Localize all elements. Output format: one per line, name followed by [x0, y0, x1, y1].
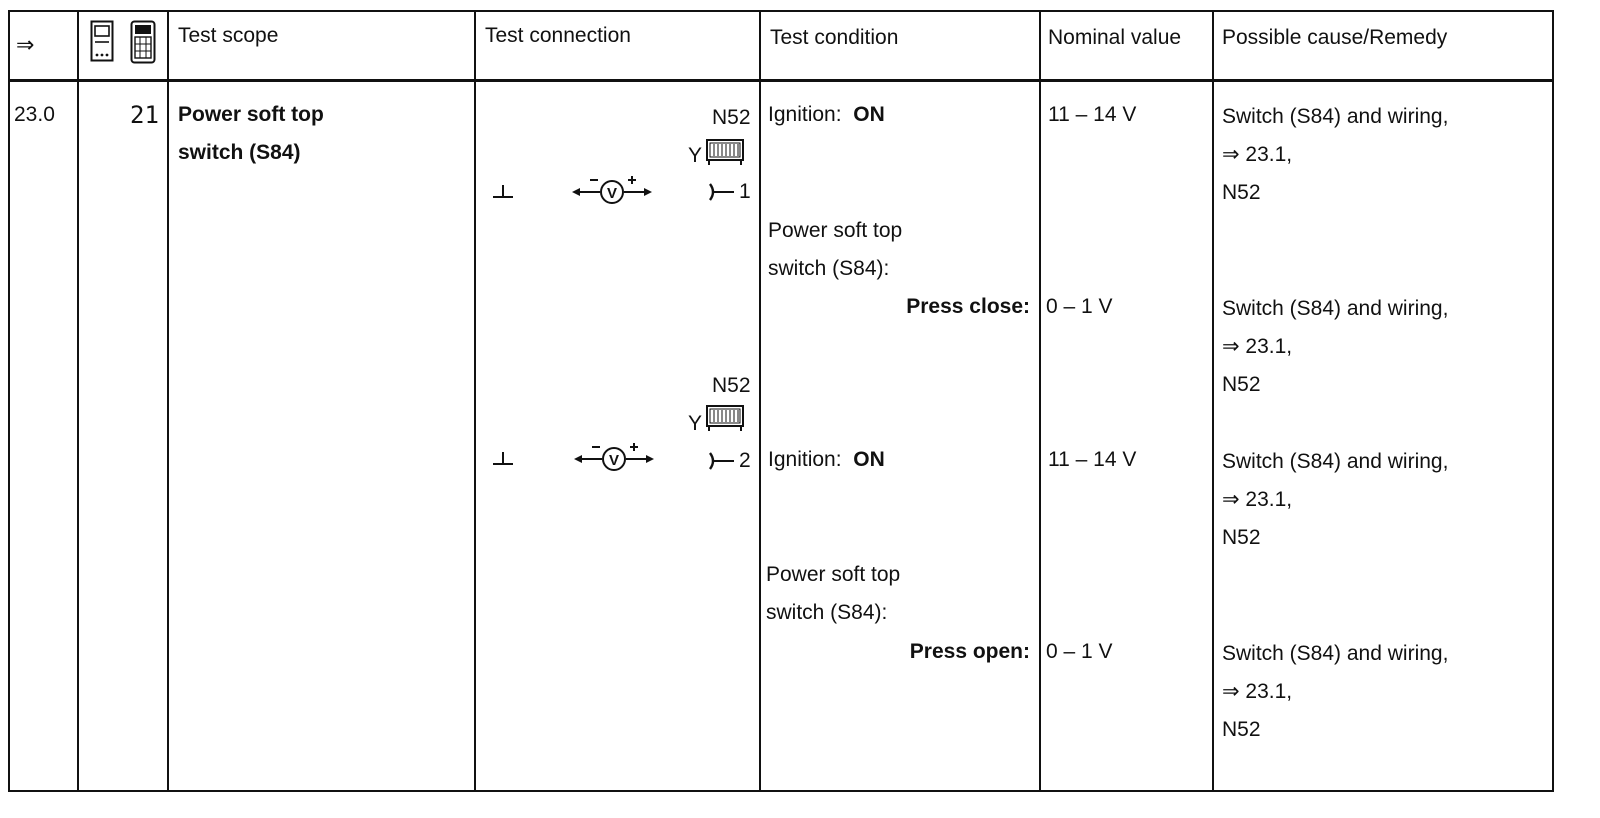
- ignition-label: Ignition:: [768, 103, 842, 126]
- ignition-value: ON: [853, 448, 885, 471]
- ground-symbol: [492, 452, 514, 466]
- test-scope-line2: switch (S84): [178, 141, 301, 164]
- condition-switch-line1: Power soft top: [766, 563, 901, 586]
- condition-press-close: Press close:: [906, 295, 1030, 318]
- condition-switch-line2: switch (S84):: [768, 257, 890, 280]
- ground-symbol: [492, 185, 514, 199]
- pin-plug-icon: [704, 181, 736, 209]
- step-number: 23.0: [14, 103, 55, 126]
- connector-icon: [706, 404, 746, 432]
- remedy-link: ⇒ 23.1,: [1222, 488, 1293, 511]
- remedy-module: N52: [1222, 718, 1261, 741]
- nominal-value: 0 – 1 V: [1046, 295, 1113, 318]
- connection-module-1: N52: [712, 106, 751, 129]
- remedy-module: N52: [1222, 373, 1261, 396]
- condition-switch-line1: Power soft top: [768, 219, 903, 242]
- remedy-link: ⇒ 23.1,: [1222, 335, 1293, 358]
- column-divider: [1212, 10, 1214, 792]
- ignition-value: ON: [853, 103, 885, 126]
- remedy-line: Switch (S84) and wiring,: [1222, 105, 1449, 128]
- connector-icon: [706, 138, 746, 166]
- remedy-line: Switch (S84) and wiring,: [1222, 297, 1449, 320]
- column-divider: [759, 10, 761, 792]
- ignition-label: Ignition:: [768, 448, 842, 471]
- condition-switch-line2: switch (S84):: [766, 601, 888, 624]
- fault-code: 21: [130, 101, 159, 129]
- svg-text:V: V: [606, 185, 618, 202]
- control-module-icon: [90, 20, 114, 67]
- remedy-module: N52: [1222, 526, 1261, 549]
- connection-pin-1: 1: [739, 180, 751, 203]
- column-divider: [1039, 10, 1041, 792]
- condition-press-open: Press open:: [909, 640, 1030, 663]
- nominal-value: 11 – 14 V: [1048, 103, 1137, 126]
- nominal-value: 11 – 14 V: [1048, 448, 1137, 471]
- tester-icon: [130, 20, 156, 69]
- svg-text:V: V: [608, 452, 620, 469]
- voltmeter-icon: [570, 174, 654, 208]
- nominal-value: 0 – 1 V: [1046, 640, 1113, 663]
- remedy-line: Switch (S84) and wiring,: [1222, 450, 1449, 473]
- header-test-scope: Test scope: [178, 24, 279, 47]
- connection-socket-1: Y: [688, 144, 703, 167]
- remedy-link: ⇒ 23.1,: [1222, 680, 1293, 703]
- header-bottom-rule: [8, 79, 1554, 82]
- column-divider: [77, 10, 79, 792]
- remedy-line: Switch (S84) and wiring,: [1222, 642, 1449, 665]
- header-test-condition: Test condition: [770, 26, 899, 49]
- remedy-link: ⇒ 23.1,: [1222, 143, 1293, 166]
- test-scope-line1: Power soft top: [178, 103, 324, 126]
- header-nominal-value: Nominal value: [1048, 26, 1182, 49]
- column-divider: [167, 10, 169, 792]
- connection-pin-2: 2: [739, 449, 751, 472]
- pin-plug-icon: [704, 450, 736, 478]
- table-top-border: [8, 10, 1554, 12]
- column-divider: [8, 10, 10, 792]
- header-possible-cause: Possible cause/Remedy: [1222, 26, 1448, 49]
- header-arrow: ⇒: [16, 32, 35, 57]
- table-bottom-border: [8, 790, 1554, 792]
- column-divider: [474, 10, 476, 792]
- column-divider: [1552, 10, 1554, 792]
- connection-module-2: N52: [712, 374, 751, 397]
- header-test-connection: Test connection: [485, 24, 631, 47]
- connection-socket-2: Y: [688, 412, 703, 435]
- condition-ignition-1: [768, 96, 885, 134]
- condition-ignition-2: [768, 441, 885, 479]
- voltmeter-icon: [572, 441, 656, 475]
- remedy-module: N52: [1222, 181, 1261, 204]
